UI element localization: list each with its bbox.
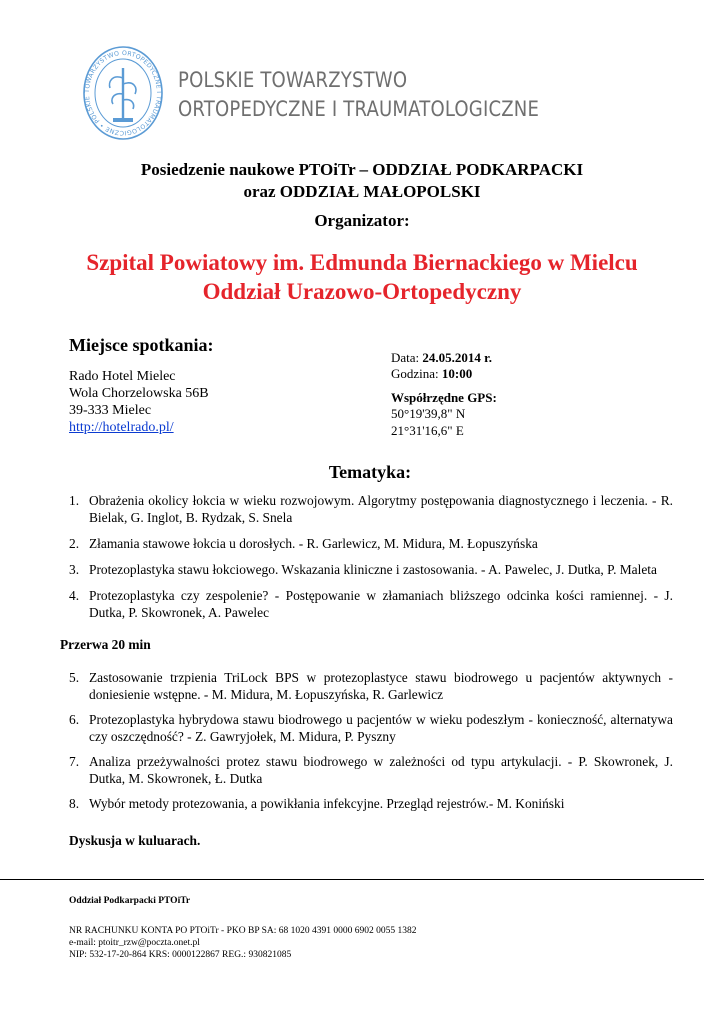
meeting-time — [391, 366, 472, 382]
agenda-list-part2 — [69, 669, 673, 820]
agenda-list-part1 — [69, 492, 673, 630]
list-item-text: Zastosowanie trzpienia TriLock BPS w protezoplastyce stawu biodrowego u pacjentów aktywnych - doniesienie wstępne. - M. Midura, M. Łopuszyńska, R. Garlewicz — [89, 670, 673, 702]
list-item-number: 6. — [69, 712, 80, 727]
time-value: 10:00 — [441, 366, 473, 381]
list-item-text: Analiza przeżywalności protez stawu biodrowego w zależności od typu artykulacji. - P. Skowronek, J. Dutka, M. Skowronek, Ł. Dutka — [89, 754, 673, 786]
venue-name: Rado Hotel Mielec — [69, 369, 176, 384]
gps-label: Współrzędne GPS: — [391, 390, 497, 405]
list-item-number: 2. — [69, 536, 80, 551]
society-name — [178, 66, 598, 124]
organizer-label: Organizator: — [314, 211, 410, 230]
gps-longitude: 21°31'16,6" E — [391, 423, 464, 438]
list-item — [69, 753, 673, 787]
footer-bank-account: NR RACHUNKU KONTA PO PTOiTr - PKO BP SA: 68 1020 4391 0000 6902 0055 1382 — [69, 926, 417, 936]
list-item-text: Wybór metody protezowania, a powikłania infekcyjne. Przegląd rejestrów.- M. Koniński — [89, 796, 565, 811]
list-item-text: Złamania stawowe łokcia u dorosłych. - R. Garlewicz, M. Midura, M. Łopuszyńska — [89, 536, 538, 551]
list-item — [69, 587, 673, 621]
list-item-number: 7. — [69, 754, 80, 769]
society-name-line2: ORTOPEDYCZNE I TRAUMATOLOGICZNE — [178, 97, 540, 121]
list-item — [69, 535, 673, 552]
break-label: Przerwa 20 min — [60, 637, 151, 652]
topics-heading: Tematyka: — [328, 462, 412, 482]
venue-heading: Miejsce spotkania: — [69, 335, 214, 355]
venue-website-link[interactable]: http://hotelrado.pl/ — [69, 420, 174, 435]
venue-street: Wola Chorzelowska 56B — [69, 386, 209, 401]
footer-divider — [0, 879, 704, 880]
society-logo-icon — [82, 44, 164, 142]
meeting-title-line2: oraz ODDZIAŁ MAŁOPOLSKI — [243, 182, 481, 201]
meeting-date — [391, 350, 492, 366]
date-value: 24.05.2014 r. — [422, 350, 492, 365]
list-item-number: 1. — [69, 493, 80, 508]
society-name-line1: POLSKIE TOWARZYSTWO — [178, 68, 408, 92]
list-item — [69, 711, 673, 745]
list-item-number: 4. — [69, 588, 80, 603]
closing-note: Dyskusja w kuluarach. — [69, 833, 201, 848]
logo-ring-text: TOWARZYSTWO ORTOPEDYCZNE I TRAUMATOLOGICZNE • POLSKIE — [83, 49, 163, 137]
footer-title: Oddział Podkarpacki PTOiTr — [69, 896, 191, 906]
footer-registration-ids: NIP: 532-17-20-864 KRS: 0000122867 REG.: 930821085 — [69, 950, 292, 960]
list-item — [69, 492, 673, 526]
list-item-text: Protezoplastyka hybrydowa stawu biodrowego u pacjentów w wieku podeszłym - konieczność, alternatywa czy oszczędność? - Z. Gawryjołek, M. Midura, P. Pyszny — [89, 712, 673, 744]
gps-latitude: 50°19'39,8" N — [391, 406, 466, 421]
list-item — [69, 795, 673, 812]
venue-city: 39-333 Mielec — [69, 403, 152, 418]
time-label: Godzina: — [391, 366, 442, 381]
date-label: Data: — [391, 350, 423, 365]
list-item-text: Protezoplastyka czy zespolenie? - Postępowanie w złamaniach bliższego odcinka kości ramiennej. - J. Dutka, P. Skowronek, A. Pawelec — [89, 588, 673, 620]
list-item — [69, 669, 673, 703]
list-item-text: Obrażenia okolicy łokcia w wieku rozwojowym. Algorytmy postępowania diagnostycznego i leczenia. - R. Bielak, G. Inglot, B. Rydzak, S. Snela — [89, 493, 673, 525]
list-item-number: 3. — [69, 562, 80, 577]
list-item — [69, 561, 673, 578]
list-item-number: 5. — [69, 670, 80, 685]
host-hospital-name: Szpital Powiatowy im. Edmunda Biernackiego w Mielcu — [86, 250, 638, 275]
host-department-name: Oddział Urazowo-Ortopedyczny — [202, 279, 522, 304]
list-item-text: Protezoplastyka stawu łokciowego. Wskazania kliniczne i zastosowania. - A. Pawelec, J. Dutka, P. Maleta — [89, 562, 657, 577]
list-item-number: 8. — [69, 796, 80, 811]
meeting-title-line1: Posiedzenie naukowe PTOiTr – ODDZIAŁ PODKARPACKI — [140, 160, 584, 179]
footer-email: e-mail: ptoitr_rzw@poczta.onet.pl — [69, 938, 200, 948]
